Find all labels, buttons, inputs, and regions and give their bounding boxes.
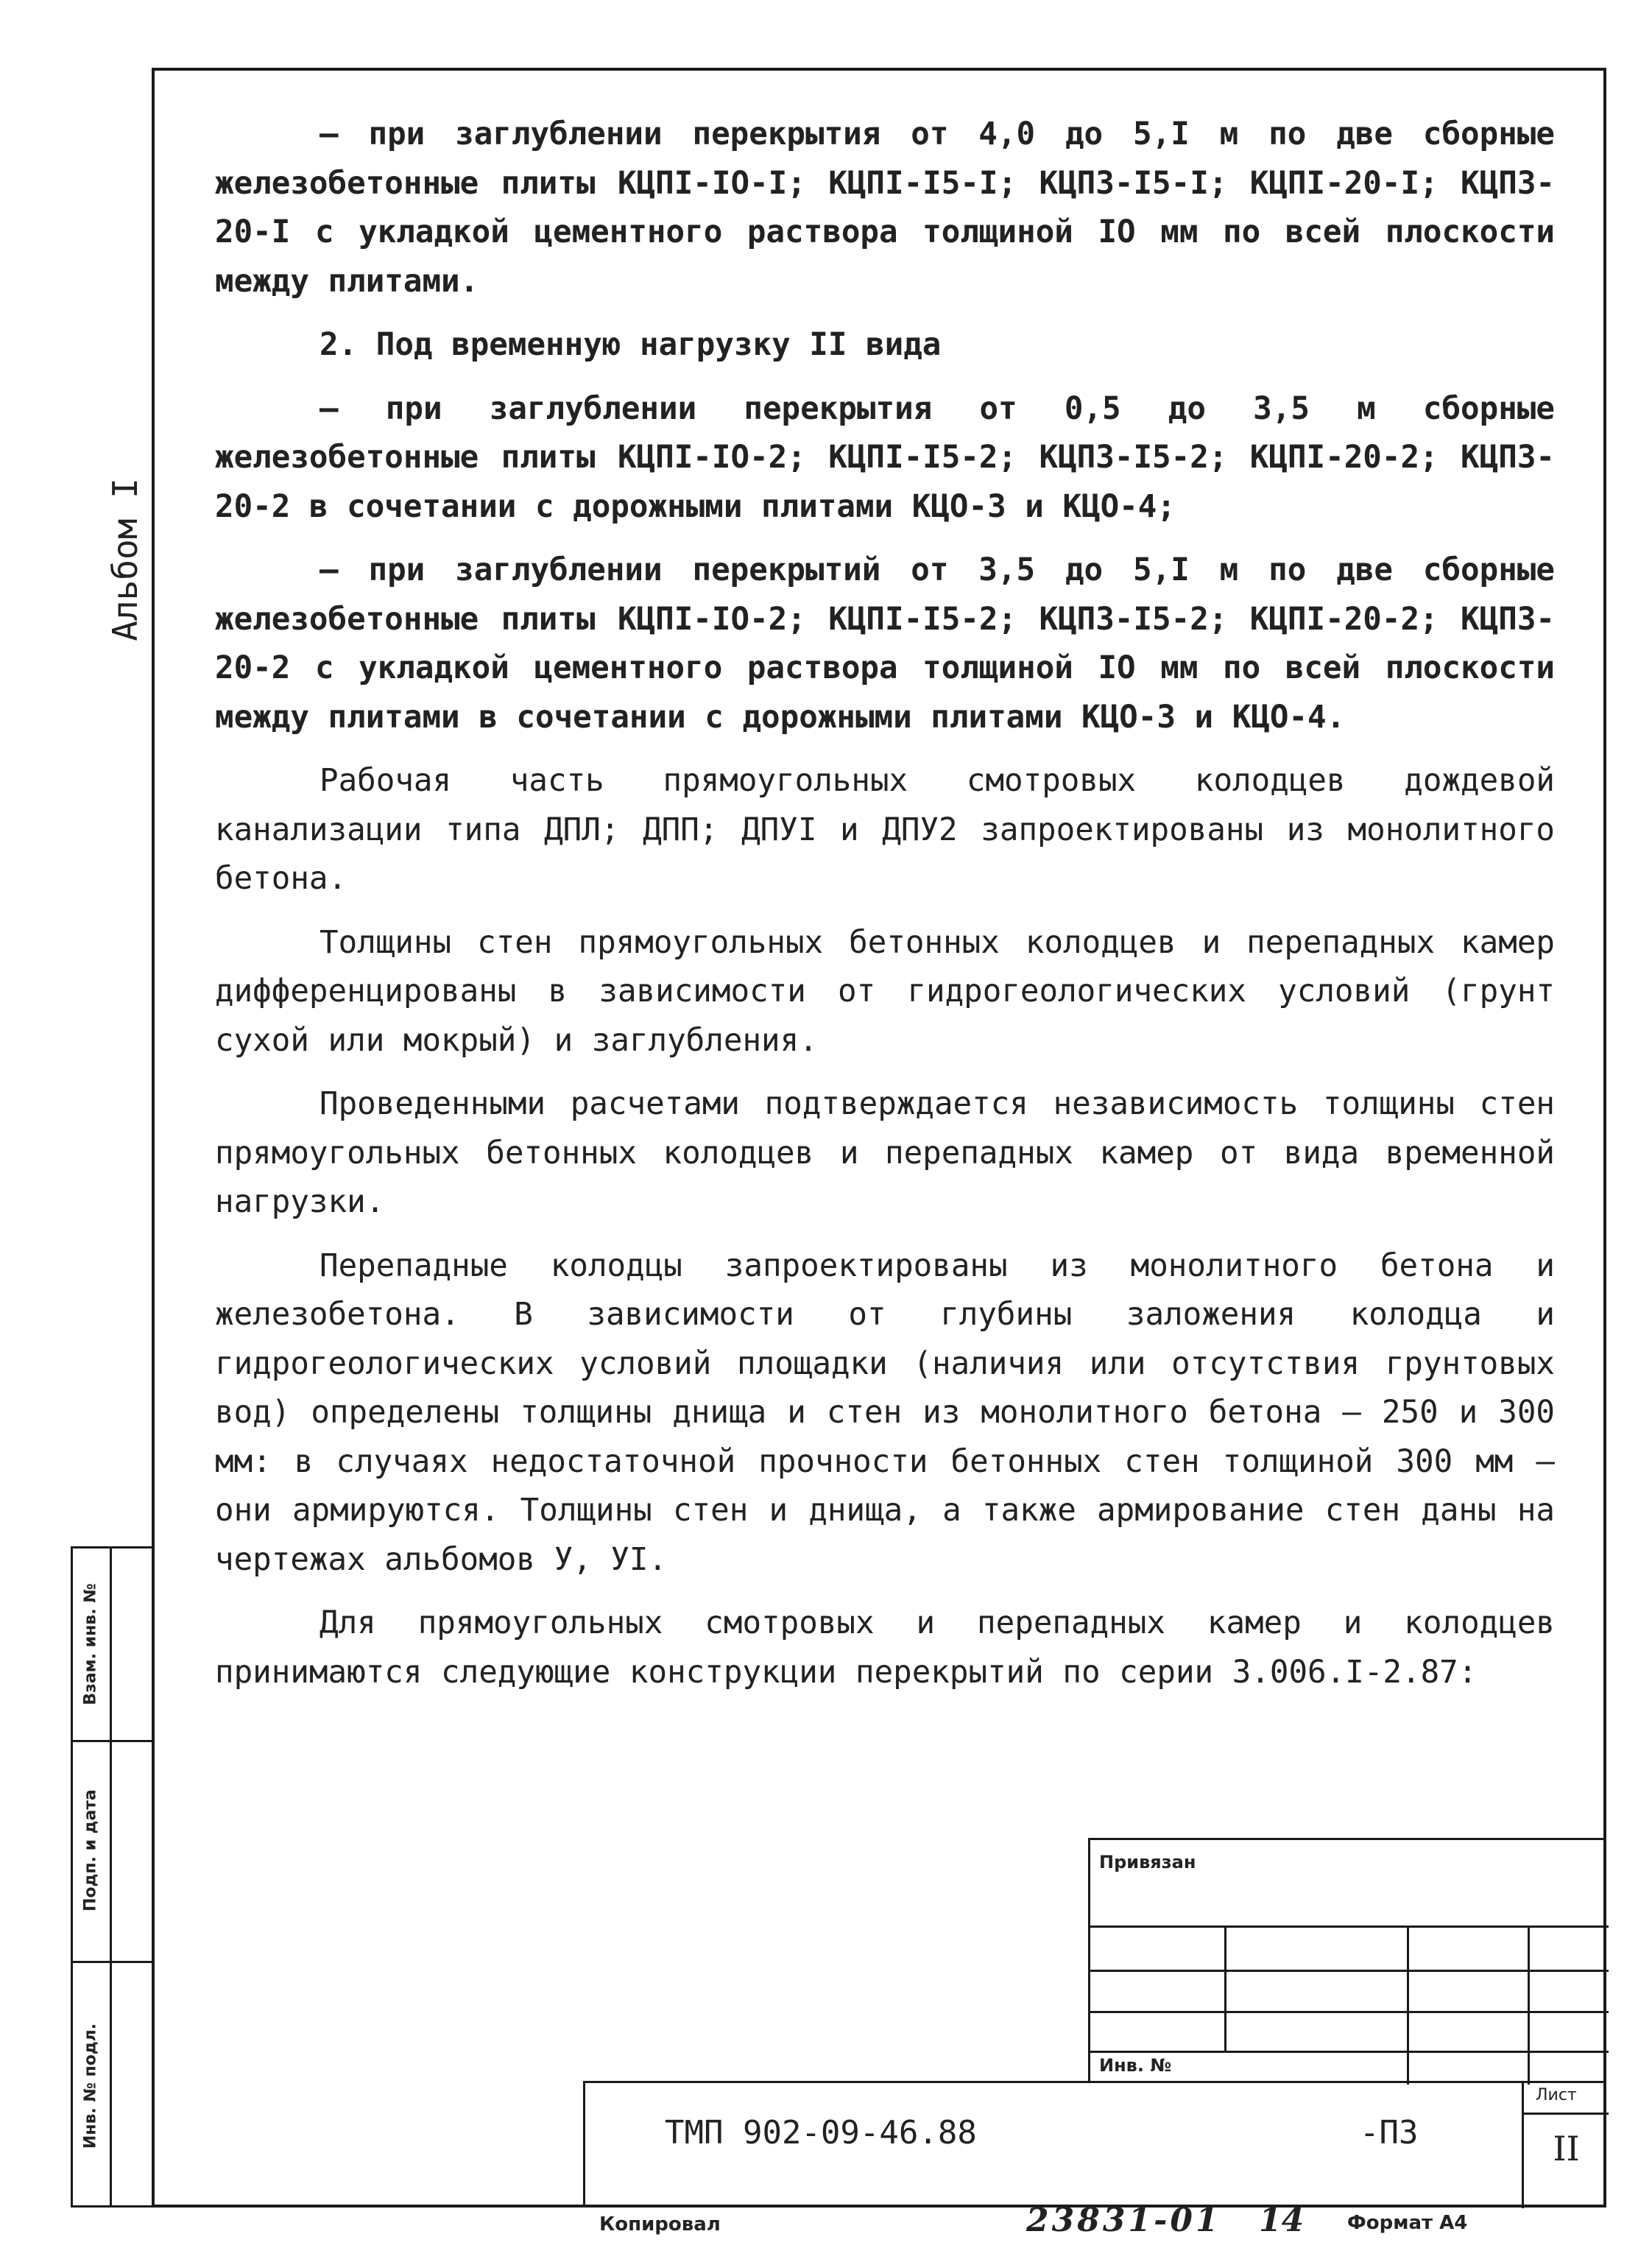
paragraph: Толщины стен прямоугольных бетонных колодцев и перепадных камер дифференцированы в зависимости от гидрогеологических условий (грунт сухой или мокрый) и заглубления.	[215, 924, 1574, 1059]
strip-rule	[73, 1961, 152, 1963]
stamp-rule	[1090, 1925, 1609, 1928]
paragraph: – при заглублении перекрытия от 0,5 до 3,5 м сборные железобетонные плиты КЦПI-IO-2; КЦПI-I5-2; КЦП3-I5-2; КЦПI-20-2; КЦП3-20-2 в сочетании с дорожными плитами КЦО-3 и КЦО-4;	[215, 390, 1574, 525]
album-label: Альбом I	[105, 478, 145, 641]
approval-strip	[71, 1546, 152, 2208]
strip-divider	[110, 1548, 112, 2205]
paragraph: Проведенными расчетами подтверждается независимость толщины стен прямоугольных бетонных колодцев и перепадных камер от вида временной нагрузки.	[215, 1086, 1574, 1220]
footer-copied: Копировал	[599, 2213, 721, 2235]
paragraph: – при заглублении перекрытий от 3,5 до 5,I м по две сборные железобетонные плиты КЦПI-IO-2; КЦПI-I5-2; КЦП3-I5-2; КЦПI-20-2; КЦП3-20-2 с укладкой цементного раствора толщиной IO мм по всей плоскости между плитами в сочетании с дорожными плитами КЦО-3 и КЦО-4.	[215, 552, 1574, 736]
stamp-inv-no-label: Инв. №	[1099, 2055, 1172, 2076]
sheet-label: Лист	[1536, 2086, 1577, 2104]
paragraph: – при заглублении перекрытия от 4,0 до 5,I м по две сборные железобетонные плиты КЦПI-IO-I; КЦПI-I5-I; КЦП3-I5-I; КЦПI-20-I; КЦП3-20-I с укладкой цементного раствора толщиной IO мм по всей плоскости между плитами.	[215, 116, 1574, 300]
footer-format: Формат А4	[1347, 2212, 1468, 2234]
document-body	[215, 110, 1574, 1712]
stamp-rule	[1090, 1970, 1609, 1972]
sheet-box	[1522, 2083, 1609, 2208]
stamp-divider	[1224, 1925, 1226, 2051]
stamp-rule	[1090, 2051, 1609, 2053]
sheet-rule	[1524, 2113, 1609, 2115]
strip-label-vzam-inv: Взам. инв. №	[81, 1583, 100, 1705]
sheet-number: II	[1553, 2129, 1580, 2168]
title-block	[583, 2081, 1606, 2206]
strip-label-podp-data: Подп. и дата	[81, 1789, 100, 1912]
stamp-rule	[1090, 2011, 1609, 2013]
strip-rule	[73, 1740, 152, 1742]
paragraph: Рабочая часть прямоугольных смотровых колодцев дождевой канализации типа ДПЛ; ДПП; ДПУI и ДПУ2 запроектированы из монолитного бетона.	[215, 763, 1574, 897]
strip-label-inv-podl: Инв. № подл.	[81, 2023, 100, 2149]
paragraph: Для прямоугольных смотровых и перепадных камер и колодцев принимаются следующие конструкции перекрытий по серии 3.006.I-2.87:	[215, 1605, 1574, 1691]
document-suffix: -ПЗ	[1360, 2114, 1419, 2152]
stamp-divider	[1528, 1925, 1530, 2085]
footer-page-number: 14	[1259, 2202, 1305, 2239]
footer-inventory-number: 23831-01	[1026, 2202, 1221, 2239]
stamp-linked-label: Привязан	[1099, 1852, 1196, 1872]
linkage-stamp	[1088, 1838, 1606, 2082]
document-code: ТМП 902-09-46.88	[665, 2114, 977, 2152]
paragraph: Перепадные колодцы запроектированы из монолитного бетона и железобетона. В зависимости от глубины заложения колодца и гидрогеологических условий площадки (наличия или отсутствия грунтовых вод) определены толщины днища и стен из монолитного бетона – 250 и 300 мм: в случаях недостаточной прочности бетонных стен толщиной 300 мм – они армируются. Толщины стен и днища, а также армирование стен даны на чертежах альбомов У, УI.	[215, 1247, 1574, 1578]
stamp-divider	[1407, 1925, 1409, 2085]
section-heading: 2. Под временную нагрузку II вида	[320, 327, 942, 363]
